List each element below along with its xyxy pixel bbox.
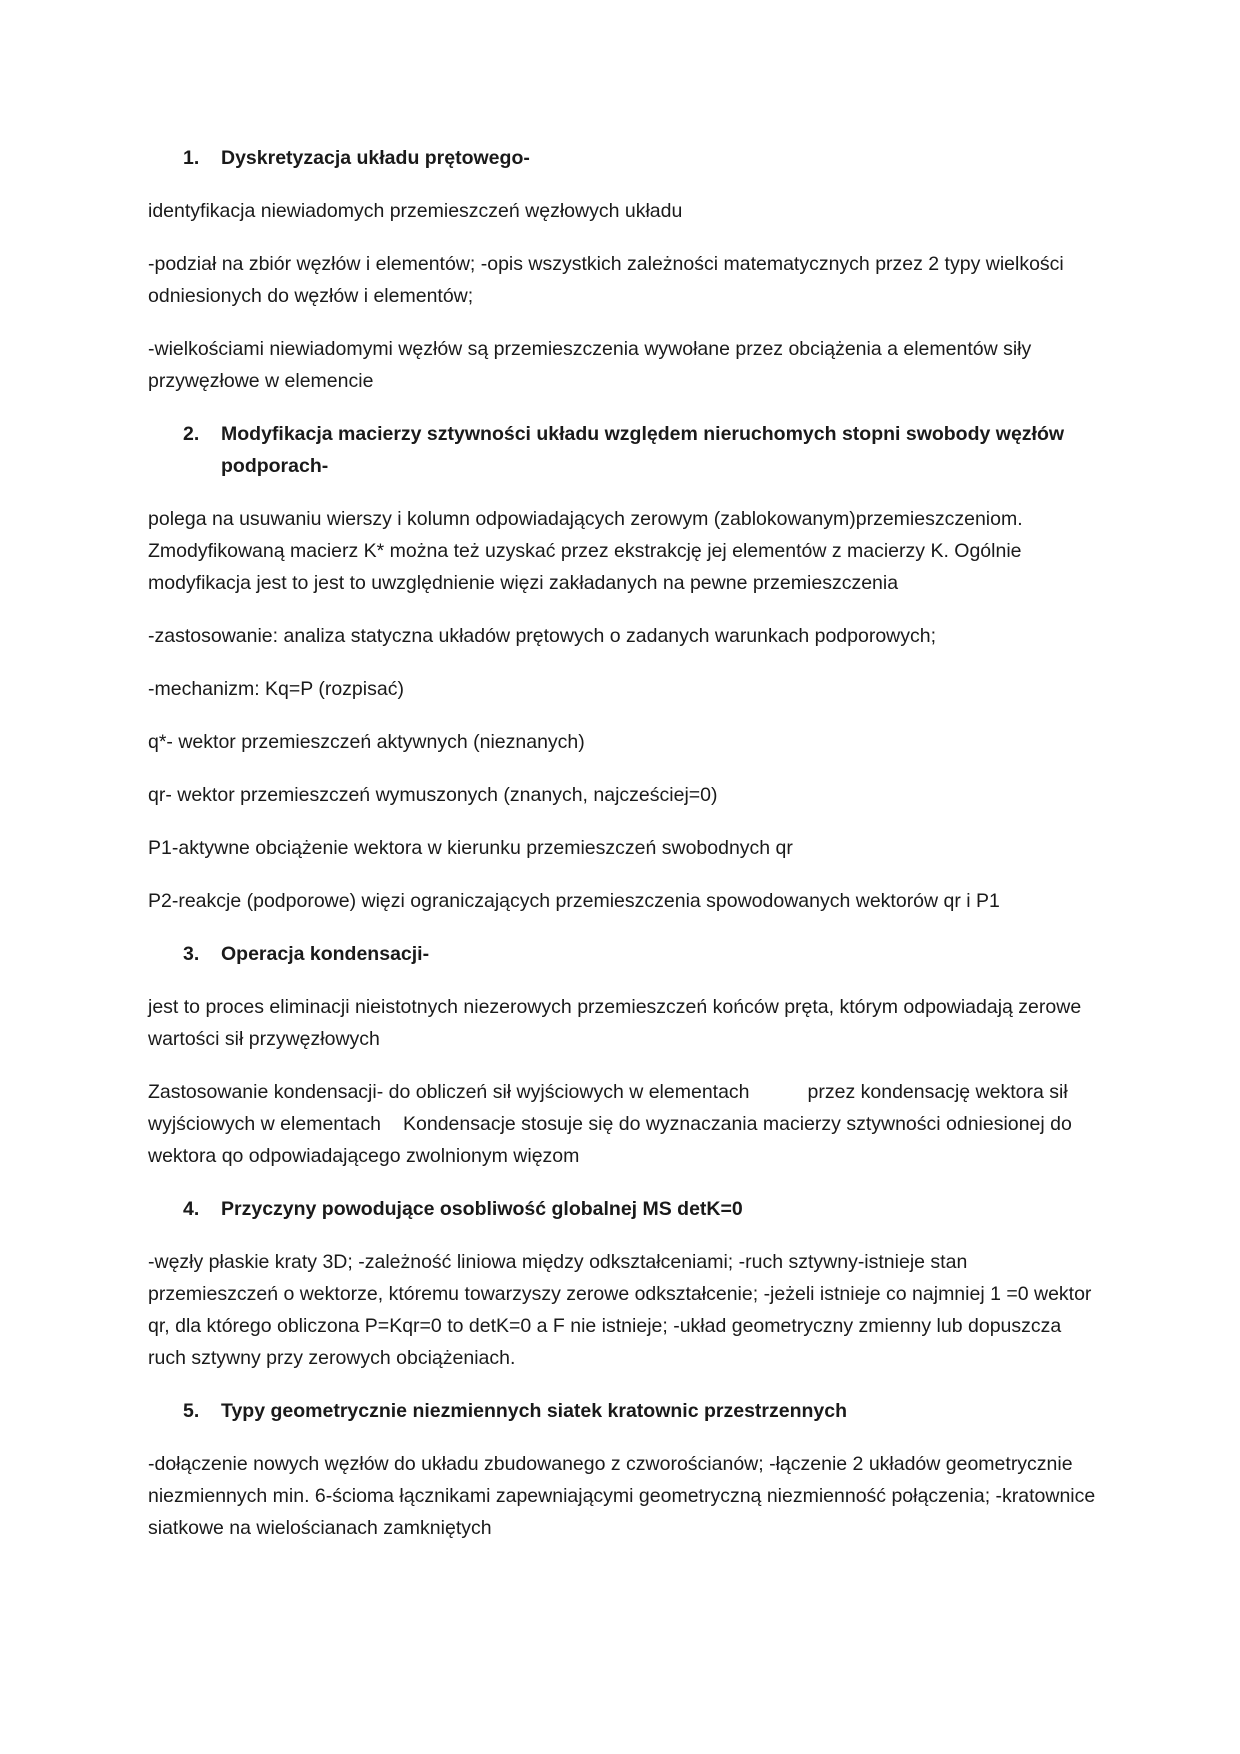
paragraph: qr- wektor przemieszczeń wymuszonych (znanych, najcześciej=0) — [148, 784, 718, 806]
condensation-paragraph — [148, 1076, 1098, 1172]
paragraph: -węzły płaskie kraty 3D; -zależność liniowa między odkształceniami; -ruch sztywny-istnieje stan przemieszczeń o wektorze, któremu towarzyszy zerowe odkształcenie; -jeżeli istnieje co najmniej 1 =0 wektor qr, dla którego obliczona P=Kqr=0 to detK=0 a F nie istnieje; -układ geometryczny zmienny lub dopuszcza ruch sztywny przy zerowych obciążeniach. — [148, 1251, 1092, 1369]
section-title: Modyfikacja macierzy sztywności układu względem nieruchomych stopni swobody węzłów podporach- — [221, 423, 1065, 477]
section-number: 2. — [183, 423, 200, 445]
section-heading-3 — [148, 938, 1098, 970]
section-number: 5. — [183, 1400, 200, 1422]
section-title: Typy geometrycznie niezmiennych siatek kratownic przestrzennych — [221, 1400, 848, 1422]
section-title: Przyczyny powodujące osobliwość globalnej MS detK=0 — [221, 1198, 743, 1220]
section-number: 3. — [183, 943, 200, 965]
paragraph: -mechanizm: Kq=P (rozpisać) — [148, 678, 404, 700]
paragraph: -podział na zbiór węzłów i elementów; -opis wszystkich zależności matematycznych przez 2 typy wielkości odniesionych do węzłów i elementów; — [148, 253, 1064, 307]
section-heading-2 — [148, 418, 1098, 482]
section-number: 1. — [183, 147, 200, 169]
paragraph: -zastosowanie: analiza statyczna układów prętowych o zadanych warunkach podporowych; — [148, 625, 937, 647]
paragraph: P2-reakcje (podporowe) więzi ograniczających przemieszczenia spowodowanych wektorów qr i P1 — [148, 890, 1000, 912]
paragraph: P1-aktywne obciążenie wektora w kierunku przemieszczeń swobodnych qr — [148, 837, 793, 859]
section-heading-5 — [148, 1395, 1098, 1427]
section-heading-4 — [148, 1193, 1098, 1225]
paragraph: polega na usuwaniu wierszy i kolumn odpowiadających zerowym (zablokowanym)przemieszczeniom. Zmodyfikowaną macierz K* można też uzyskać przez ekstrakcję jej elementów z macierzy K. Ogólnie modyfikacja jest to jest to uwzględnienie więzi zakładanych na pewne przemieszczenia — [148, 508, 1023, 594]
section-number: 4. — [183, 1198, 200, 1220]
section-heading-1 — [148, 142, 1098, 174]
paragraph: q*- wektor przemieszczeń aktywnych (nieznanych) — [148, 731, 585, 753]
condensation-text-3: Kondensacje stosuje się do wyznaczania macierzy sztywności odniesionej do wektora qo odpowiadającego zwolnionym więzom — [148, 1113, 1072, 1167]
section-title: Operacja kondensacji- — [221, 943, 430, 965]
condensation-text-2: przez kondensację wektora sił wyjściowych w elementach — [148, 1081, 1068, 1135]
document-page — [148, 142, 1098, 1565]
section-title: Dyskretyzacja układu prętowego- — [221, 147, 530, 169]
paragraph: jest to proces eliminacji nieistotnych niezerowych przemieszczeń końców pręta, którym odpowiadają zerowe wartości sił przywęzłowych — [148, 996, 1082, 1050]
paragraph: identyfikacja niewiadomych przemieszczeń węzłowych układu — [148, 200, 683, 222]
paragraph: -dołączenie nowych węzłów do układu zbudowanego z czworościanów; -łączenie 2 układów geometrycznie niezmiennych min. 6-ścioma łącznikami zapewniającymi geometryczną niezmienność połączenia; -kratownice siatkowe na wielościanach zamkniętych — [148, 1453, 1096, 1539]
condensation-text-1: Zastosowanie kondensacji- do obliczeń sił wyjściowych w elementach — [148, 1081, 750, 1103]
paragraph: -wielkościami niewiadomymi węzłów są przemieszczenia wywołane przez obciążenia a elementów siły przywęzłowe w elemencie — [148, 338, 1032, 392]
